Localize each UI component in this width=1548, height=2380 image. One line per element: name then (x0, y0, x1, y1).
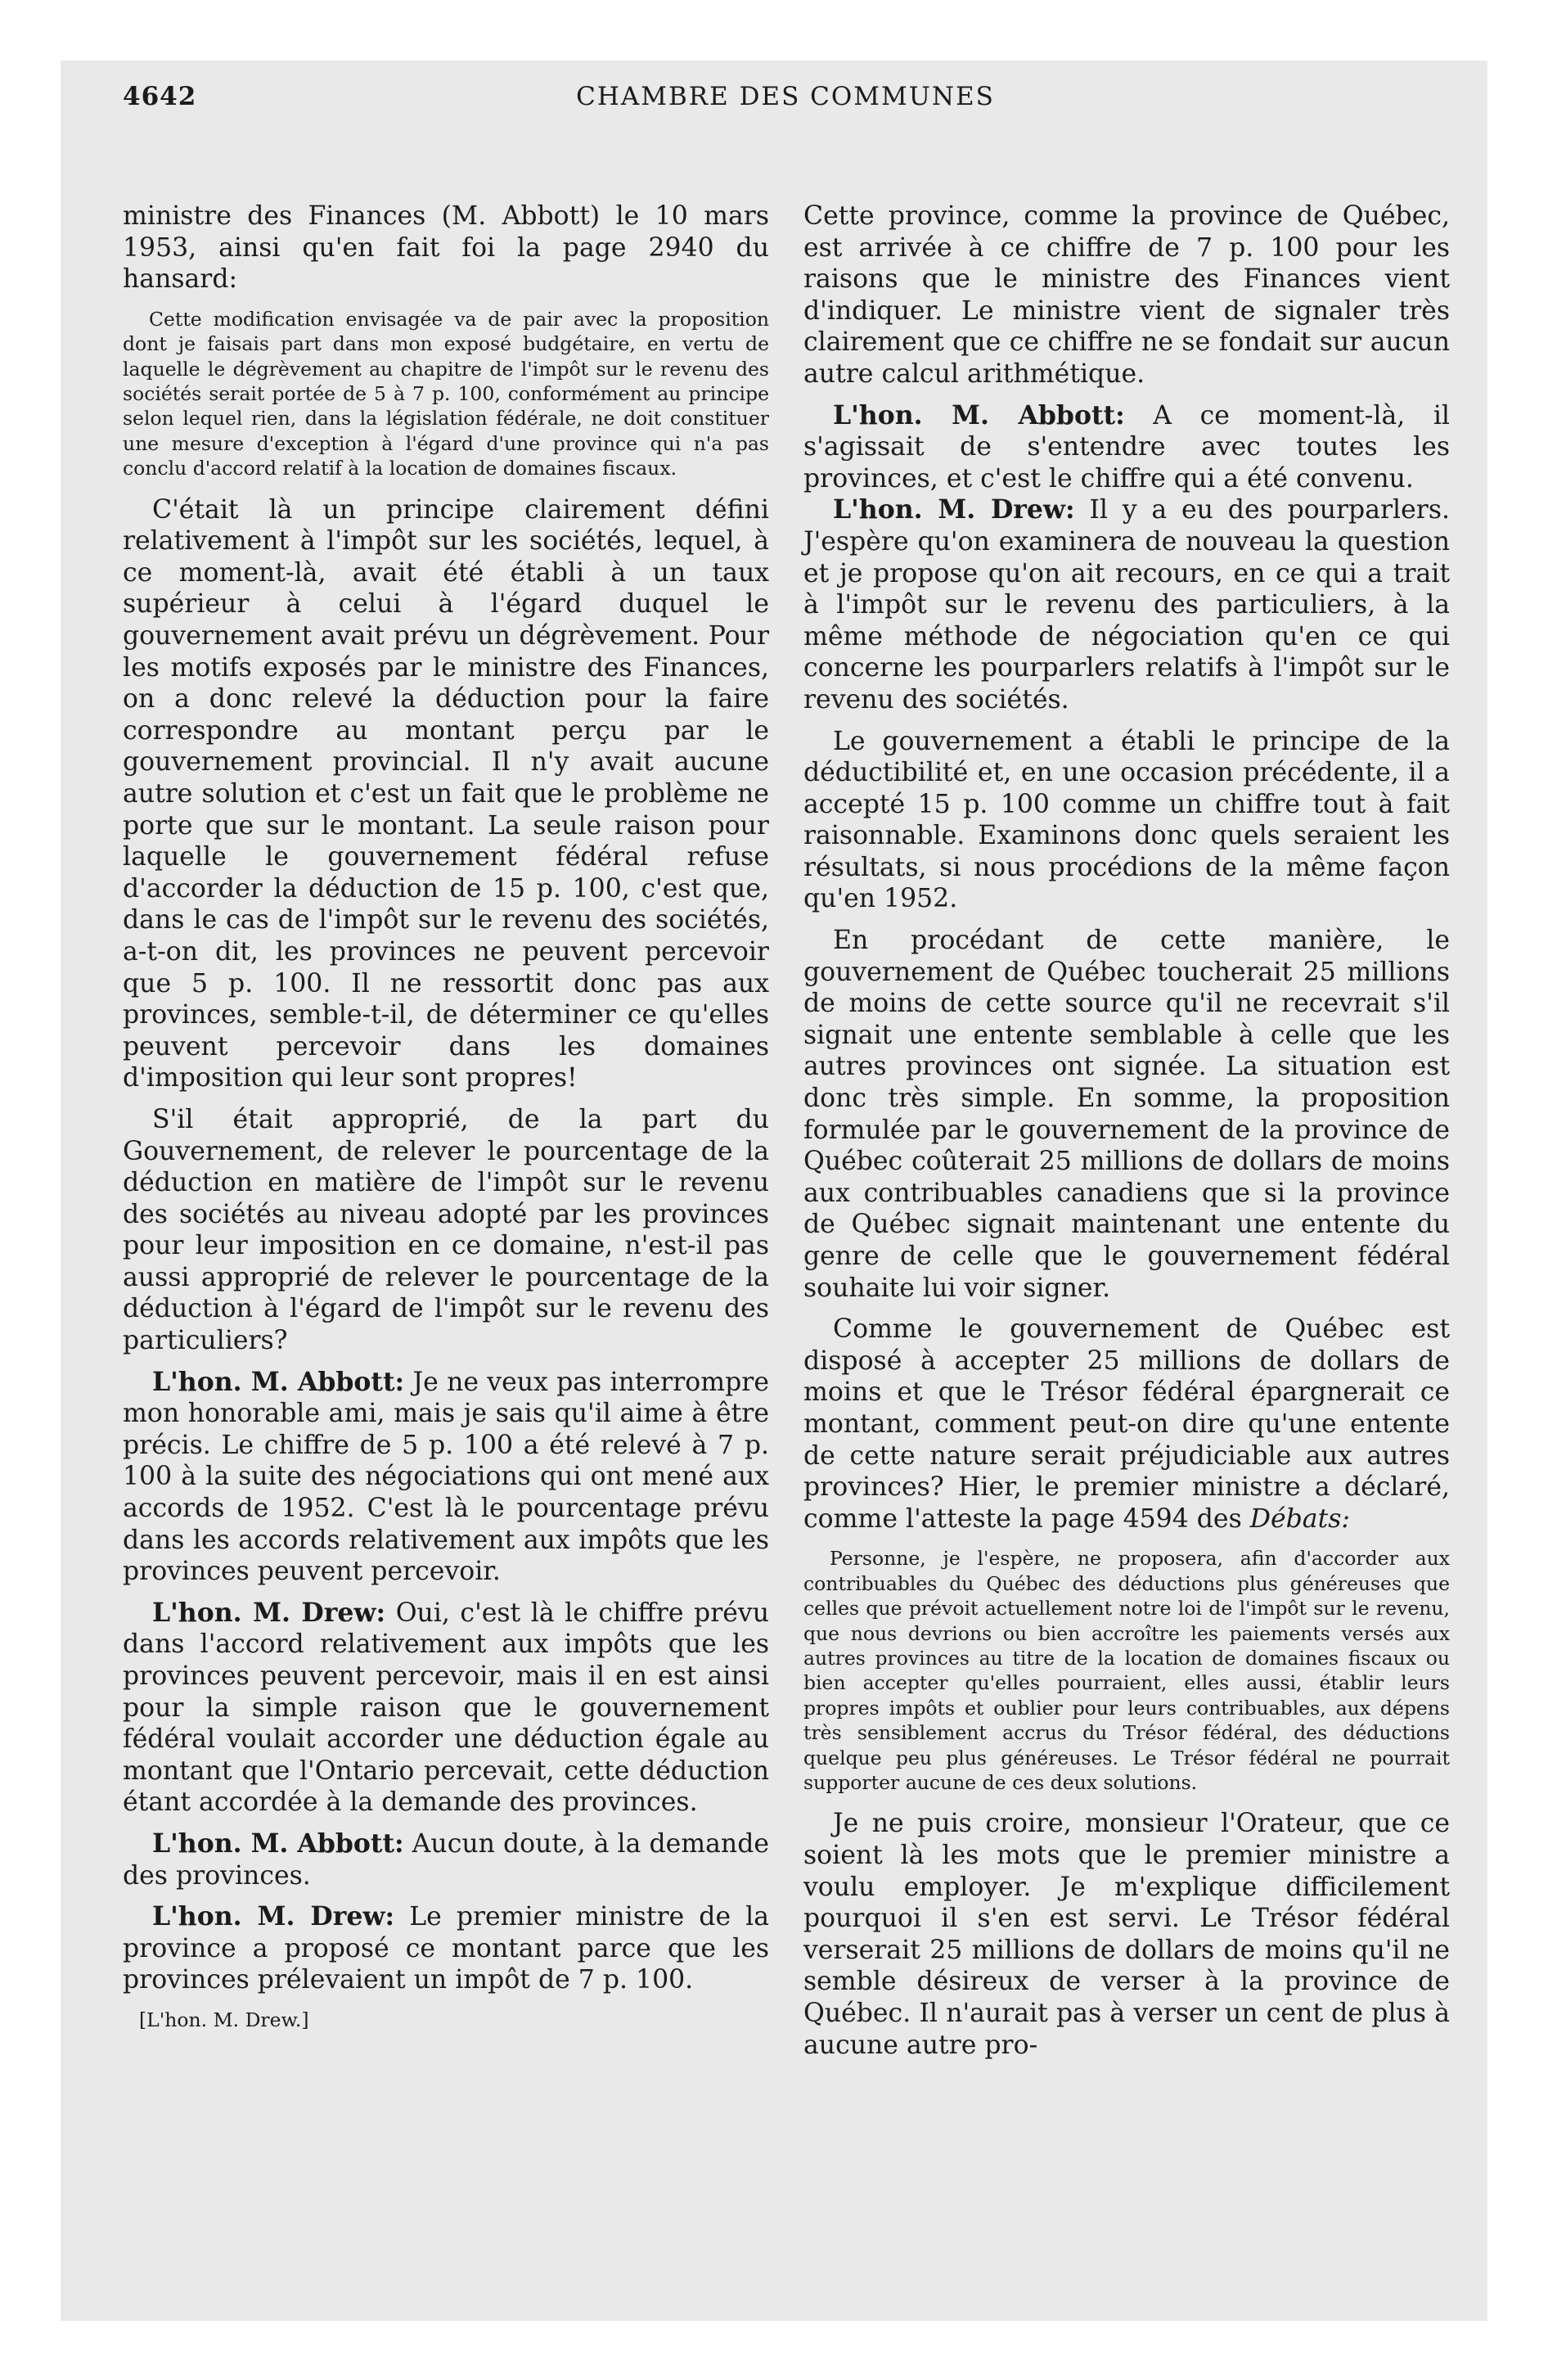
speaker-name: L'hon. M. Drew: (152, 1597, 386, 1628)
speaker-name: L'hon. M. Drew: (152, 1901, 395, 1932)
speech-text: Je ne veux pas interrompre mon honorable ami, mais je sais qu'il aime à être précis. Le chiffre de 5 p. 100 a été relevé à 7 p. 100 à la suite des négociations qui ont mené aux accords de 1952. C'est là le pourcentage prévu dans les accords relativement aux impôts que les provinces peuvent percevoir. (123, 1367, 769, 1587)
page-header (123, 79, 1448, 121)
speech-text: Il y a eu des pourparlers. J'espère qu'on examinera de nouveau la question et je propose qu'on ait recours, en ce qui a trait à l'impôt sur le revenu des particuliers, à la même méthode de négociation qu'en ce qui concerne les pourparlers relatifs à l'impôt sur le revenu des sociétés. (803, 495, 1450, 714)
speech (123, 1901, 769, 1996)
paragraph: Le gouvernement a établi le principe de la déductibilité et, en une occasion précédente, il a accepté 15 p. 100 comme un chiffre tout à fait raisonnable. Examinons donc quels seraient les résultats, si nous procédions de la même façon qu'en 1952. (803, 726, 1450, 914)
paragraph (803, 1314, 1450, 1535)
paragraph: En procédant de cette manière, le gouvernement de Québec toucherait 25 millions de moins de cette source qu'il ne recevrait s'il signait une entente semblable à celle que les autres provinces ont signée. La situation est donc très simple. En somme, la proposition formulée par le gouvernement de la province de Québec coûterait 25 millions de dollars de moins aux contribuables canadiens que si la province de Québec signait maintenant une entente du genre de celle que le gouvernement fédéral souhaite lui voir signer. (803, 926, 1450, 1303)
speaker-name: L'hon. M. Abbott: (152, 1828, 404, 1859)
speaker-name: L'hon. M. Abbott: (833, 399, 1125, 430)
paragraph: C'était là un principe clairement défini relativement à l'impôt sur les sociétés, lequel, à ce moment-là, avait été établi à un taux supérieur à celui à l'égard duquel le gouvernement avait prévu un dégrèvement. Pour les motifs exposés par le ministre des Finances, on a donc relevé la déduction pour la faire correspondre au montant perçu par le gouvernement provincial. Il n'y avait aucune autre solution et c'est un fait que le problème ne porte que sur le montant. La seule raison pour laquelle le gouvernement fédéral refuse d'accorder la déduction de 15 p. 100, c'est que, dans le cas de l'impôt sur le revenu des sociétés, a-t-on dit, les provinces ne peuvent percevoir que 5 p. 100. Il ne ressortit donc pas aux provinces, semble-t-il, de déterminer ce qu'elles peuvent percevoir dans les domaines d'imposition qui leur sont propres! (123, 494, 769, 1093)
speech (803, 494, 1450, 715)
left-column (123, 201, 769, 2032)
debates-title: Débats: (1249, 1503, 1351, 1534)
block-quote: Personne, je l'espère, ne proposera, afin d'accorder aux contribuables du Québec des déductions plus généreuses que celles que prévoit actuellement notre loi de l'impôt sur le revenu, que nous devrions ou bien accroître les paiements versés aux autres provinces au titre de la location de domaines fiscaux ou bien accepter qu'elles pourraient, elles aussi, établir leurs propres impôts et oublier pour leurs contribuables, aux dépens très sensiblement accrus du Trésor fédéral, des déductions quelque peu plus généreuses. Le Trésor fédéral ne pourrait supporter aucune de ces deux solutions. (803, 1547, 1450, 1794)
right-column (803, 201, 1450, 2061)
page-number: 4642 (123, 82, 197, 111)
paragraph: Je ne puis croire, monsieur l'Orateur, que ce soient là les mots que le premier ministre a voulu employer. Je m'explique difficilement pourquoi il s'en est servi. Le Trésor fédéral verserait 25 millions de dollars de moins qu'il ne semble désireux de verser à la province de Québec. Il n'aurait pas à verser un cent de plus à aucune autre pro- (803, 1809, 1450, 2060)
speaker-attribution: [L'hon. M. Drew.] (139, 2008, 309, 2031)
paragraph: S'il était approprié, de la part du Gouvernement, de relever le pourcentage de la déduction en matière de l'impôt sur le revenu des sociétés au niveau adopté par les provinces pour leur imposition en ce domaine, n'est-il pas aussi approprié de relever le pourcentage de la déduction à l'égard de l'impôt sur le revenu des particuliers? (123, 1104, 769, 1356)
speech (803, 400, 1450, 495)
speech-text: Le premier ministre de la province a proposé ce montant parce que les provinces prélevaient un impôt de 7 p. 100. (123, 1902, 769, 1995)
speech (123, 1828, 769, 1891)
speech-text: Oui, c'est là le chiffre prévu dans l'accord relativement aux impôts que les provinces peuvent percevoir, mais il en est ainsi pour la simple raison que le gouvernement fédéral voulait accorder une déduction égale au montant que l'Ontario percevait, cette déduction étant accordée à la demande des provinces. (123, 1598, 770, 1818)
paragraph: Cette province, comme la province de Québec, est arrivée à ce chiffre de 7 p. 100 pour les raisons que le ministre des Finances vient d'indiquer. Le ministre vient de signaler très clairement que ce chiffre ne se fondait sur aucun autre calcul arithmétique. (803, 201, 1450, 389)
speech (123, 1367, 769, 1588)
block-quote: Cette modification envisagée va de pair avec la proposition dont je faisais part dans mon exposé budgétaire, en vertu de laquelle le dégrèvement au chapitre de l'impôt sur le revenu des sociétés serait portée de 5 à 7 p. 100, conformément au principe selon lequel rien, dans la législation fédérale, ne doit constituer une mesure d'exception à l'égard d'une province qui n'a pas conclu d'accord relatif à la location de domaines fiscaux. (123, 307, 769, 480)
speech-text: Aucun doute, à la demande des provinces. (123, 1828, 769, 1891)
paragraph: ministre des Finances (M. Abbott) le 10 mars 1953, ainsi qu'en fait foi la page 2940 du hansard: (123, 201, 769, 295)
speech (123, 1598, 769, 1819)
paragraph-text: Comme le gouvernement de Québec est disposé à accepter 25 millions de dollars de moins et que le Trésor fédéral épargnerait ce montant, comment peut-on dire qu'une entente de cette nature serait préjudiciable aux autres provinces? Hier, le premier ministre a déclaré, comme l'atteste la page 4594 des (803, 1314, 1450, 1534)
speech-text: A ce moment-là, il s'agissait de s'entendre avec toutes les provinces, et c'est le chiffre qui a été convenu. (803, 400, 1450, 494)
speaker-name: L'hon. M. Drew: (833, 494, 1075, 525)
speaker-name: L'hon. M. Abbott: (152, 1366, 405, 1397)
running-title: CHAMBRE DES COMMUNES (576, 82, 995, 111)
